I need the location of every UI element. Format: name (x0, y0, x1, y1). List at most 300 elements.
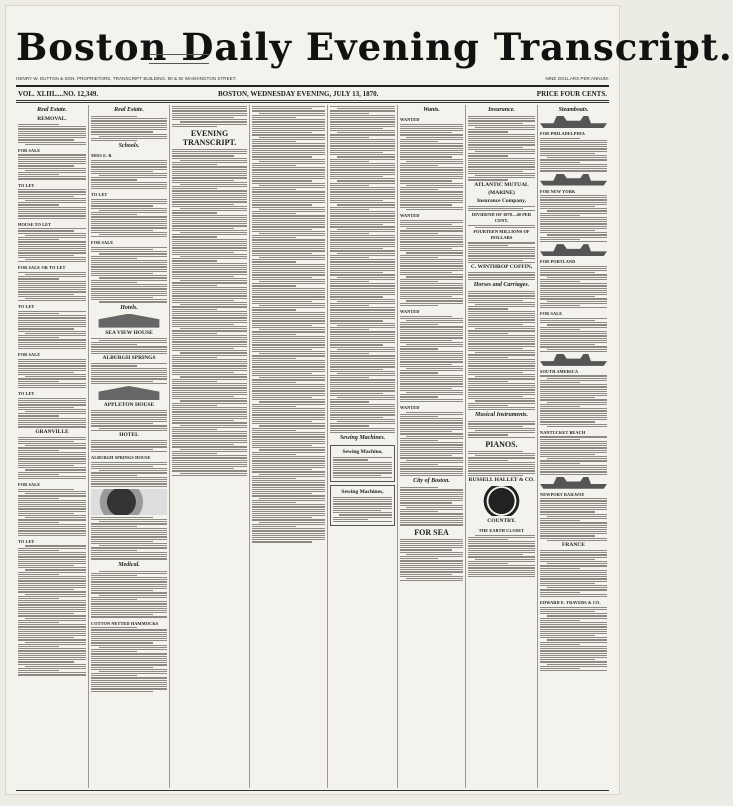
text-line (337, 349, 396, 350)
text-line (330, 432, 395, 433)
text-line (330, 340, 395, 341)
text-line (540, 346, 607, 347)
text-line (18, 320, 86, 321)
text-line (468, 541, 535, 542)
text-line (330, 270, 395, 271)
text-line (330, 299, 395, 300)
text-line (180, 160, 248, 161)
text-line (468, 255, 535, 256)
text-line (330, 196, 395, 197)
text-line (172, 234, 247, 235)
text-line (400, 322, 463, 323)
text-line (330, 314, 395, 315)
text-line (172, 320, 247, 321)
text-line (252, 290, 325, 291)
text-line (468, 437, 535, 438)
text-line (18, 233, 86, 234)
text-line (91, 449, 153, 450)
text-line (540, 223, 607, 224)
text-block (468, 451, 535, 476)
text-line (400, 464, 438, 465)
text-line (18, 344, 86, 345)
text-line (91, 291, 167, 292)
text-line (330, 224, 383, 225)
text-line (400, 248, 452, 249)
text-line (18, 646, 59, 647)
text-line (468, 394, 535, 395)
text-line (333, 519, 368, 520)
text-line (540, 226, 607, 227)
text-line (172, 374, 247, 375)
text-line (400, 128, 463, 129)
ad-heading: MISS E. B. (91, 153, 113, 159)
text-line (468, 389, 535, 390)
text-block (91, 440, 167, 452)
text-line (172, 250, 247, 251)
text-line (400, 414, 463, 415)
text-line (468, 434, 508, 435)
text-block (91, 363, 167, 384)
text-line (91, 653, 167, 654)
ad-heading: COTTON NETTED HAMMOCKS (91, 620, 159, 626)
text-line (172, 258, 247, 259)
text-line (172, 427, 247, 428)
text-line (18, 508, 86, 509)
text-line (540, 531, 607, 532)
text-line (172, 429, 217, 430)
text-line (333, 517, 392, 518)
text-block (400, 124, 463, 211)
text-line (468, 158, 535, 159)
text-line (172, 149, 247, 150)
text-line (172, 271, 247, 272)
ad-heading: ALBURGH SPRINGS (102, 355, 156, 362)
text-line (18, 607, 86, 608)
text-line (540, 268, 607, 269)
text-line (468, 277, 535, 278)
text-line (91, 632, 167, 633)
ad-heading: PIANOS. (485, 439, 518, 449)
text-line (468, 173, 535, 174)
text-line (330, 366, 395, 367)
text-line (18, 489, 74, 490)
text-line (330, 178, 395, 179)
text-line (252, 108, 312, 109)
text-line (468, 300, 523, 301)
text-line (18, 491, 86, 492)
text-line (18, 128, 86, 129)
text-line (18, 424, 86, 425)
text-line (337, 253, 396, 254)
text-line (540, 298, 607, 299)
text-line (400, 141, 438, 142)
text-line (400, 150, 463, 151)
text-line (400, 494, 463, 495)
text-line (400, 375, 463, 376)
text-line (25, 411, 86, 412)
text-line (468, 365, 535, 366)
text-line (252, 347, 325, 348)
text-line (91, 629, 167, 630)
text-line (172, 422, 247, 423)
text-line (540, 529, 607, 530)
text-line (252, 408, 325, 409)
text-line (180, 328, 248, 329)
text-line (18, 533, 86, 534)
text-line (540, 670, 607, 671)
text-line (540, 522, 607, 523)
text-line (18, 337, 59, 338)
text-line (18, 291, 86, 292)
text-line (540, 436, 607, 437)
text-line (330, 187, 395, 188)
text-line (468, 385, 535, 386)
text-line (172, 151, 247, 152)
text-line (330, 148, 395, 149)
text-line (540, 657, 607, 658)
text-line (400, 520, 463, 521)
text-line (540, 144, 607, 145)
text-line (330, 117, 395, 118)
text-line (252, 320, 325, 321)
text-line (330, 425, 369, 426)
text-line (172, 108, 247, 109)
text-line (330, 283, 395, 284)
text-line (547, 378, 607, 379)
text-line (252, 355, 325, 356)
text-line (330, 121, 395, 122)
text-line (468, 118, 535, 119)
text-line (172, 278, 247, 279)
text-line (18, 426, 86, 427)
text-block (91, 517, 167, 560)
ad-heading: WANTED (400, 213, 420, 218)
text-line (18, 609, 86, 610)
insurance-type: (MARINE) (488, 189, 515, 196)
text-line (172, 409, 247, 410)
text-line (172, 210, 247, 211)
text-line (252, 283, 325, 284)
text-line (252, 410, 325, 411)
text-line (172, 254, 247, 255)
text-line (468, 368, 535, 369)
text-line (468, 421, 535, 422)
ad-heading: THE EARTH CLOSET (478, 528, 525, 534)
text-line (18, 583, 86, 584)
text-line (252, 268, 325, 269)
text-line (25, 200, 86, 201)
text-line (18, 257, 86, 258)
text-line (330, 414, 395, 415)
text-line (400, 487, 438, 488)
text-line (18, 447, 86, 448)
text-line (99, 671, 167, 672)
text-line (540, 635, 595, 636)
text-block (330, 106, 395, 433)
text-line (172, 407, 247, 408)
text-line (252, 463, 325, 464)
text-line (333, 462, 392, 463)
text-line (18, 526, 86, 527)
text-line (172, 357, 217, 358)
text-line (547, 540, 607, 541)
section-heading-medical: Medical. (118, 561, 140, 568)
text-line (180, 304, 248, 305)
sewing-ad-box (330, 485, 395, 526)
masthead-seal (149, 54, 209, 64)
text-line (18, 359, 86, 360)
text-block (18, 154, 86, 179)
text-line (252, 202, 325, 203)
text-line (18, 255, 74, 256)
text-line (330, 165, 395, 166)
text-line (172, 414, 247, 415)
text-line (400, 187, 463, 188)
text-line (400, 265, 463, 266)
text-line (540, 668, 580, 669)
text-line (547, 402, 607, 403)
text-line (252, 154, 325, 155)
text-line (91, 216, 167, 217)
text-line (540, 215, 580, 216)
text-line (252, 163, 325, 164)
text-line (252, 506, 325, 507)
text-line (252, 261, 296, 262)
text-line (91, 365, 137, 366)
text-line (252, 530, 325, 531)
text-line (91, 127, 167, 128)
text-line (400, 257, 438, 258)
column-real-estate-1 (16, 105, 89, 788)
text-line (540, 535, 595, 536)
text-line (330, 329, 369, 330)
text-line (540, 288, 607, 289)
text-line (18, 461, 86, 462)
text-line (540, 237, 607, 238)
text-line (252, 513, 325, 514)
text-line (91, 581, 167, 582)
text-line (91, 271, 167, 272)
text-line (400, 351, 463, 352)
text-line (540, 631, 607, 632)
text-line (252, 215, 325, 216)
text-line (400, 200, 463, 201)
text-line (400, 447, 463, 448)
text-line (400, 394, 463, 395)
insurance-company: Insurance Company, (477, 197, 526, 204)
text-line (252, 447, 325, 448)
text-line (406, 228, 463, 229)
text-line (252, 285, 296, 286)
text-line (400, 268, 463, 269)
text-line (547, 301, 607, 302)
text-line (330, 235, 395, 236)
text-line (547, 426, 607, 427)
text-line (400, 285, 463, 286)
ad-heading: WANTED (400, 405, 420, 410)
text-line (99, 234, 167, 235)
text-line (330, 152, 383, 153)
text-line (172, 282, 247, 283)
text-line (252, 246, 325, 247)
rule-under-dateline-2 (16, 102, 609, 103)
text-line (18, 281, 86, 282)
text-line (252, 314, 325, 315)
text-line (91, 526, 137, 527)
text-line (540, 206, 595, 207)
text-line (172, 201, 247, 202)
text-line (540, 441, 607, 442)
text-line (91, 363, 167, 364)
text-line (172, 182, 247, 183)
text-line (330, 248, 383, 249)
text-line (91, 223, 167, 224)
text-line (330, 183, 395, 184)
text-line (468, 392, 535, 393)
text-line (540, 659, 595, 660)
text-block (333, 497, 392, 522)
text-line (172, 387, 247, 388)
text-line (540, 572, 607, 573)
text-line (400, 513, 463, 514)
text-line (252, 299, 325, 300)
section-heading-sewing: Sewing Machines. (339, 435, 386, 442)
text-line (18, 644, 86, 645)
text-line (330, 172, 395, 173)
text-line (252, 309, 296, 310)
text-line (540, 452, 607, 453)
text-line (172, 368, 247, 369)
text-line (172, 217, 247, 218)
ad-heading: APPLETON HOUSE (103, 402, 155, 408)
text-line (252, 395, 325, 396)
text-line (400, 357, 463, 358)
text-line (252, 511, 325, 512)
text-line (540, 611, 595, 612)
text-line (172, 337, 247, 338)
text-line (400, 178, 463, 179)
text-line (252, 399, 325, 400)
text-line (180, 352, 248, 353)
text-block (400, 412, 463, 477)
text-line (18, 626, 86, 627)
text-block (91, 338, 167, 355)
text-line (339, 514, 392, 515)
text-line (330, 305, 369, 306)
text-line (540, 410, 607, 411)
text-line (330, 268, 395, 269)
text-line (18, 659, 86, 660)
text-line (99, 301, 167, 302)
text-line (468, 370, 535, 371)
text-line (400, 509, 463, 510)
text-line (172, 379, 247, 380)
text-line (540, 397, 595, 398)
text-block (172, 106, 247, 127)
text-line (400, 274, 463, 275)
text-line (18, 300, 86, 301)
text-line (400, 388, 452, 389)
text-line (91, 660, 167, 661)
text-line (540, 633, 607, 634)
text-line (468, 311, 535, 312)
text-line (540, 568, 580, 569)
text-line (330, 176, 383, 177)
text-block (540, 266, 607, 309)
text-line (540, 637, 607, 638)
text-line (91, 440, 167, 441)
text-line (400, 539, 463, 540)
text-line (540, 413, 607, 414)
text-line (400, 442, 463, 443)
text-line (18, 441, 74, 442)
text-line (18, 439, 86, 440)
text-line (252, 200, 325, 201)
text-line (91, 140, 137, 141)
text-line (91, 376, 167, 377)
text-line (468, 407, 535, 408)
text-line (400, 337, 463, 338)
text-line (468, 570, 535, 571)
column-heading: Steamboats. (558, 107, 589, 113)
text-line (252, 274, 325, 275)
text-line (18, 404, 86, 405)
publisher-right: NINE DOLLARS PER ANNUM. (545, 76, 609, 81)
text-line (252, 130, 325, 131)
text-line (172, 392, 247, 393)
text-line (18, 142, 86, 143)
text-line (252, 312, 325, 313)
text-line (468, 475, 523, 476)
text-line (330, 261, 395, 262)
text-line (259, 401, 325, 402)
text-line (18, 420, 86, 421)
text-line (172, 418, 247, 419)
text-line (18, 670, 59, 671)
text-line (91, 536, 167, 537)
ad-heading: Sewing Machine, (342, 449, 383, 456)
text-line (400, 222, 463, 223)
text-line (91, 205, 153, 206)
text-line (400, 518, 463, 519)
text-line (406, 392, 463, 393)
text-line (91, 131, 153, 132)
text-line (337, 397, 396, 398)
text-line (540, 471, 607, 472)
text-line (91, 645, 167, 646)
text-line (330, 358, 395, 359)
text-line (337, 180, 396, 181)
text-line (468, 322, 535, 323)
text-line (172, 365, 247, 366)
text-line (400, 124, 463, 125)
text-line (540, 505, 607, 506)
text-line (252, 428, 325, 429)
text-line (540, 219, 607, 220)
text-line (540, 322, 607, 323)
text-line (540, 272, 595, 273)
text-line (400, 196, 463, 197)
text-line (330, 334, 395, 335)
text-line (91, 164, 167, 165)
text-line (400, 545, 463, 546)
text-line (540, 221, 607, 222)
text-line (400, 381, 463, 382)
text-block (91, 247, 167, 303)
text-line (252, 110, 325, 111)
text-line (330, 218, 395, 219)
ad-heading: FOR PORTLAND (540, 259, 576, 265)
